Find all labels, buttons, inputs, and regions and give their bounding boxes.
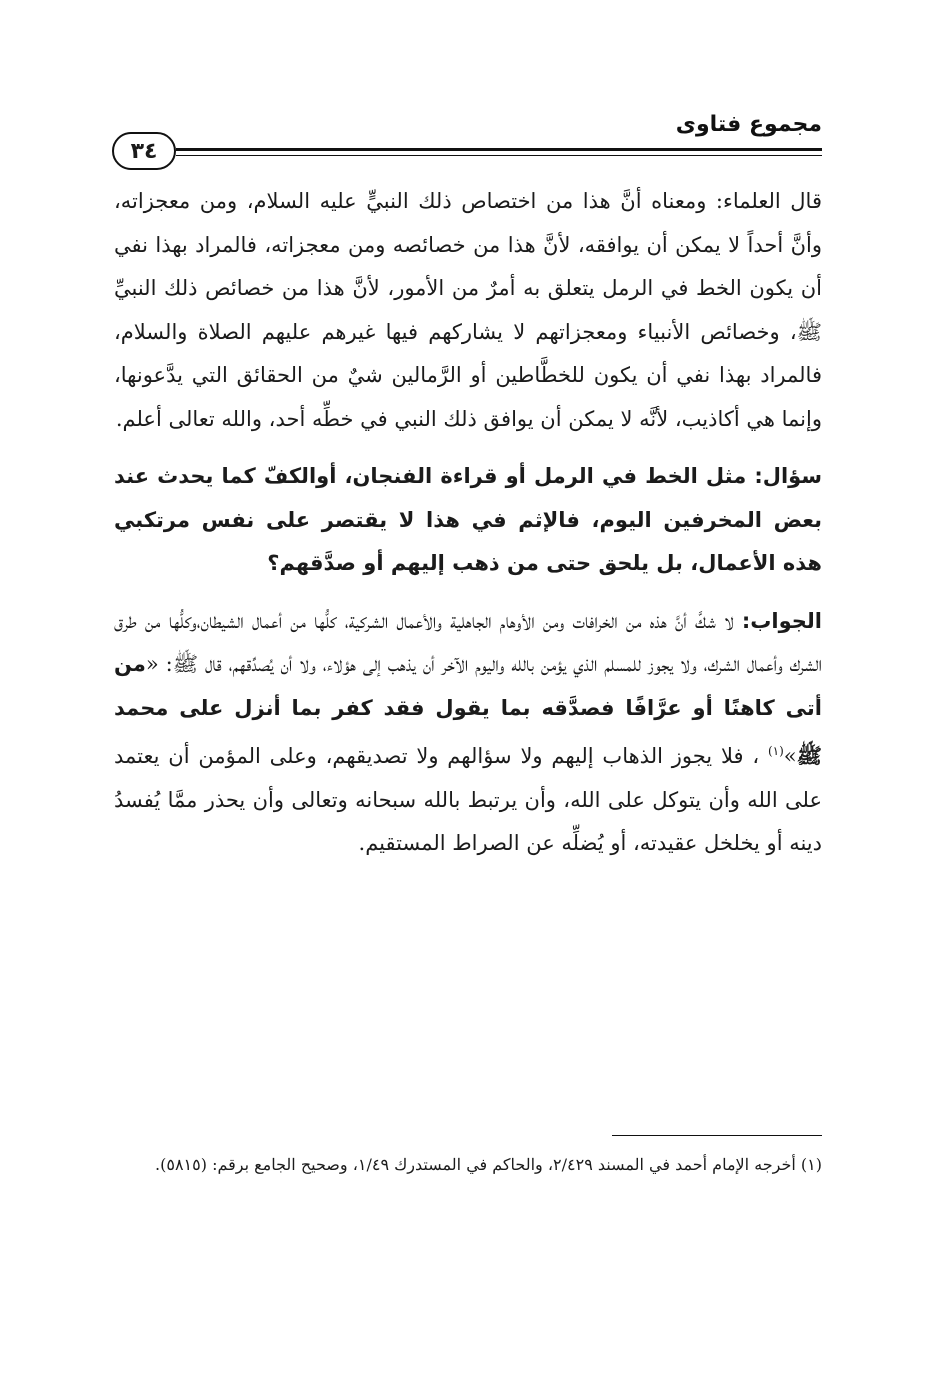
footnote: (١) أخرجه الإمام أحمد في المسند ٢/٤٢٩، والحاكم في المستدرك ١/٤٩، وصحيح الجامع برقم: (٥٨١٥). [155, 1155, 822, 1174]
answer-paragraph [114, 600, 822, 866]
header-rule-thin [202, 155, 822, 156]
hadith-quote: من أتى كاهنًا أو عرَّافًا فصدَّقه بما يقول فقد كفر بما أنزل على محمد ﷺ [114, 652, 822, 768]
question-paragraph: سؤال: مثل الخط في الرمل أو قراءة الفنجان، أوالكفّ كما يحدث عند بعض المخرفين اليوم، فالإثم في هذا لا يقتصر على نفس مرتكبي هذه الأعمال، بل يلحق حتى من ذهب إليهم أو صدَّقهم؟ [114, 464, 822, 575]
answer-text-part2: ، فلا يجوز الذهاب إليهم ولا سؤالهم ولا تصديقهم، وعلى المؤمن أن يعتمد على الله وأن يتوكل على الله، وأن يرتبط بالله سبحانه وتعالى وأن يحذر ممَّا يُفسدُ دينه أو يخلخل عقيدته، أو يُضلِّه عن الصراط المستقيم. [114, 744, 822, 855]
page-number-rule-thick [176, 148, 216, 151]
answer-label: الجواب: [741, 608, 822, 633]
page-body [114, 180, 822, 866]
header-rule-thick [202, 148, 822, 151]
page-number-rule-thin [176, 155, 216, 156]
footnote-separator [612, 1135, 822, 1136]
page-number: ٣٤ [112, 132, 176, 170]
footnote-reference[interactable]: (١) [767, 744, 784, 758]
answer-text-part1: لا شكَّ أنَّ هذه من الخرافات ومن الأوهام الجاهلية والأعمال الشركية، كلُّها من أعمال الشيطان،وكلُّها من طرق الشرك وأعمال الشرك، ولا يجوز للمسلم الذي يؤمن بالله واليوم الآخر أن يذهب إلى هؤلاء، ولا أن يُصدِّقهم، قال ﷺ: « [114, 608, 822, 676]
paragraph-scholars: قال العلماء: ومعناه أنَّ هذا من اختصاص ذلك النبيٍّ عليه السلام، ومن معجزاته، وأنَّ أحداً لا يمكن أن يوافقه، لأنَّ هذا من خصائصه ومن معجزاته، فالمراد بهذا نفي أن يكون الخط في الرمل يتعلق به أمرٌ من الأمور، لأنَّ هذا من خصائص ذلك النبيِّ ﷺ، وخصائص الأنبياء ومعجزاتهم لا يشاركهم فيها غيرهم عليهم الصلاة والسلام، فالمراد بهذا نفي أن يكون للخطَّاطين أو الرَّمالين شيٌ من الحقائق التي يدَّعونها، وإنما هي أكاذيب، لأنَّه لا يمكن أن يوافق ذلك النبي في خطِّه أحد، والله تعالى أعلم. [114, 189, 822, 431]
page-header [112, 112, 822, 172]
quote-close: » [783, 744, 797, 768]
running-title: مجموع فتاوى [675, 112, 822, 137]
